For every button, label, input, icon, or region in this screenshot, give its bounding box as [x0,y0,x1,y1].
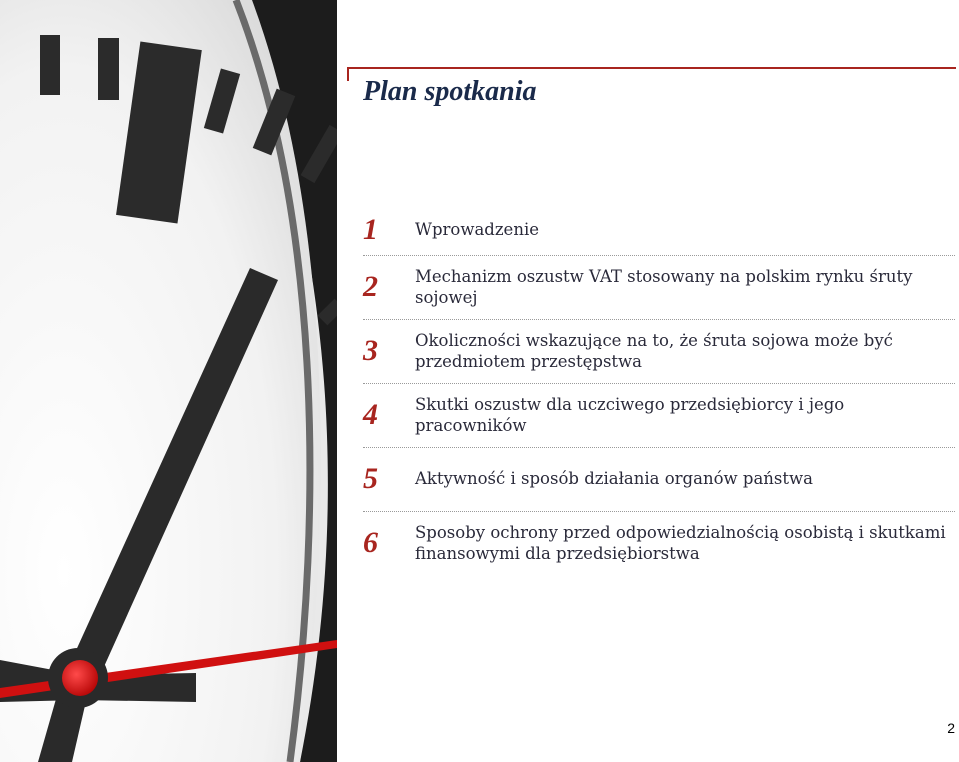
agenda-number: 3 [363,333,378,367]
agenda-text: Wprowadzenie [415,220,539,239]
agenda-text: Aktywność i sposób działania organów państwa [415,469,813,488]
agenda-list [363,206,955,576]
agenda-text: Okoliczności wskazujące na to, że śruta sojowa może być przedmiotem przestępstwa [415,330,893,371]
agenda-item-5 [363,448,955,512]
agenda-item-2 [363,256,955,320]
agenda-text: Mechanizm oszustw VAT stosowany na polskim rynku śruty sojowej [415,266,913,307]
clock-face-illustration [0,0,337,762]
agenda-item-3 [363,320,955,384]
agenda-text: Skutki oszustw dla uczciwego przedsiębiorcy i jego pracowników [415,394,845,435]
agenda-number: 1 [363,212,378,246]
title-rule [347,67,956,69]
agenda-text: Sposoby ochrony przed odpowiedzialnością osobistą i skutkami finansowymi dla przedsiębiorstwa [415,523,946,563]
page-title: Plan spotkania [363,76,537,107]
agenda-number: 4 [363,397,378,431]
slide-content [337,0,959,762]
agenda-item-4 [363,384,955,448]
page-number: 2 [947,720,955,736]
agenda-item-6 [363,512,955,576]
agenda-number: 5 [363,461,378,495]
agenda-number: 2 [363,269,378,303]
agenda-item-1 [363,206,955,256]
title-rule-tick [347,67,349,81]
agenda-number: 6 [363,526,378,559]
clock-photo [0,0,337,762]
